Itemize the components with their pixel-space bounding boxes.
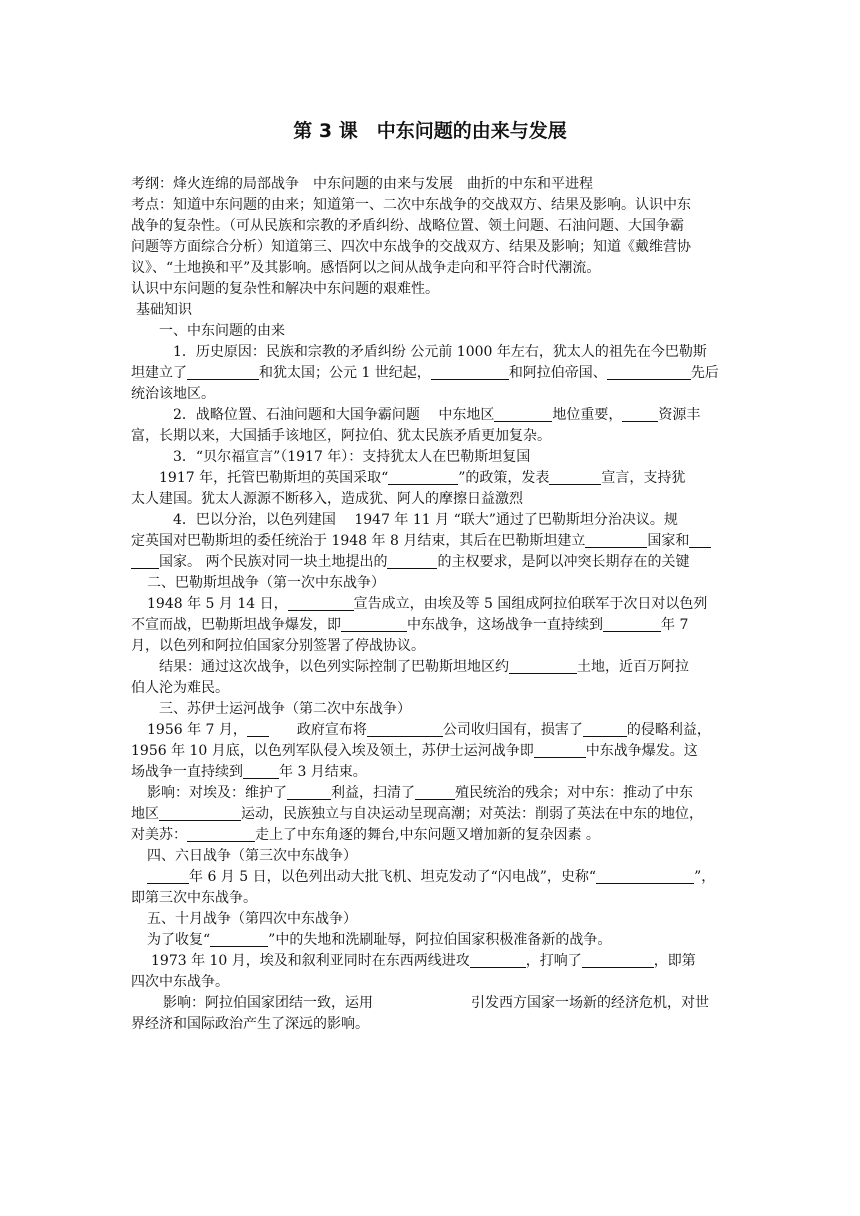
text-segment: 国家。 两个民族对同一块土地提出的 — [159, 554, 388, 570]
fill-in-blank[interactable] — [585, 532, 647, 548]
text-segment: ”中的失地和洗刷耻辱，阿拉伯国家积极准备新的战争。 — [268, 932, 612, 948]
text-line — [131, 237, 731, 258]
text-line — [131, 825, 731, 846]
text-segment: 4．巴以分治，以色列建国 1947 年 11 月 “联大”通过了巴勒斯坦分治决议。规 — [159, 512, 678, 528]
fill-in-blank[interactable] — [367, 721, 443, 737]
text-segment: 年 3 月结束。 — [279, 764, 367, 780]
text-segment: 太人建国。犹太人源源不断移入，造成犹、阿人的摩擦日益激烈 — [131, 491, 523, 507]
lesson-title: 第 3 课 中东问题的由来与发展 — [293, 120, 567, 142]
text-segment: 政府宣布将 — [296, 722, 367, 738]
text-segment: ”， — [694, 869, 716, 885]
text-line — [131, 909, 731, 930]
text-line — [131, 321, 731, 342]
text-segment: 议》、“土地换和平”及其影响。感悟阿以之间从战争走向和平符合时代潮流。 — [131, 260, 601, 276]
text-segment: 国家和 — [647, 533, 690, 549]
fill-in-blank[interactable] — [288, 595, 354, 611]
text-segment: 和犹太国；公元 1 世纪起， — [259, 365, 431, 381]
text-line — [131, 678, 731, 699]
text-line — [131, 531, 731, 552]
text-line — [131, 783, 731, 804]
text-segment: 1973 年 10 月，埃及和叙利亚同时在东西两线进攻 — [151, 953, 470, 969]
text-segment: 2．战略位置、石油问题和大国争霸问题 中东地区 — [159, 407, 495, 423]
fill-in-blank[interactable] — [131, 553, 159, 569]
text-line — [131, 930, 731, 951]
text-line — [131, 489, 731, 510]
fill-in-blank[interactable] — [388, 469, 458, 485]
fill-in-blank[interactable] — [549, 469, 601, 485]
text-line — [131, 867, 731, 888]
fill-in-blank[interactable] — [689, 532, 711, 548]
text-line — [131, 468, 731, 489]
text-segment: 影响：阿拉伯国家团结一致，运用 — [163, 995, 373, 1011]
fill-in-blank[interactable] — [622, 406, 658, 422]
text-segment: 的主权要求，是阿以冲突长期存在的关键 — [437, 554, 690, 570]
text-segment: 先后 — [690, 365, 719, 381]
fill-in-blank[interactable] — [607, 364, 691, 380]
text-segment: 认识中东问题的复杂性和解决中东问题的艰难性。 — [131, 281, 439, 297]
text-segment: ，打响了 — [525, 953, 582, 969]
text-segment: 和阿拉伯帝国、 — [508, 365, 607, 381]
text-segment: 1956 年 10 月底，以色列军队侵入埃及领土，苏伊士运河战争即 — [131, 743, 534, 759]
text-line — [131, 993, 731, 1014]
text-segment: 考点：知道中东问题的由来；知道第一、二次中东战争的交战双方、结果及影响。认识中东 — [131, 197, 691, 213]
text-segment: 宣言，支持犹 — [601, 470, 686, 486]
text-segment: 年 7 — [661, 617, 689, 633]
text-segment: 即第三次中东战争。 — [131, 890, 257, 906]
text-line — [131, 426, 731, 447]
text-segment: 利益，扫清了 — [331, 785, 415, 801]
text-line — [131, 552, 731, 573]
fill-in-blank[interactable] — [210, 931, 268, 947]
text-segment: 1917 年，托管巴勒斯坦的英国采取“ — [159, 470, 389, 486]
text-segment: 影响：对埃及：维护了 — [147, 785, 287, 801]
fill-in-blank[interactable] — [470, 952, 526, 968]
text-segment: 1．历史原因：民族和宗教的矛盾纠纷 公元前 1000 年左右，犹太人的祖先在今巴勒斯 — [159, 344, 707, 360]
text-segment: ，即第 — [653, 953, 696, 969]
fill-in-blank[interactable] — [159, 805, 241, 821]
text-segment: 宣告成立，由埃及等 5 国组成阿拉伯联军于次日对以色列 — [353, 596, 708, 612]
text-segment: 问题等方面综合分析）知道第三、四次中东战争的交战双方、结果及影响；知道《戴维营协 — [131, 239, 691, 255]
text-segment: 五、十月战争（第四次中东战争） — [147, 911, 357, 927]
text-line — [131, 657, 731, 678]
text-line — [131, 1014, 731, 1035]
text-line — [131, 741, 731, 762]
text-line — [131, 972, 731, 993]
text-segment: 对美苏： — [131, 827, 187, 843]
text-line — [131, 594, 731, 615]
text-line — [131, 279, 731, 300]
text-segment: 二、巴勒斯坦战争（第一次中东战争） — [147, 575, 385, 591]
text-segment: 1956 年 7 月， — [147, 722, 247, 738]
text-segment: 殖民统治的残余；对中东：推动了中东 — [455, 785, 693, 801]
text-segment: 月，以色列和阿拉伯国家分别签署了停战协议。 — [131, 638, 425, 654]
text-line — [131, 888, 731, 909]
text-line — [131, 846, 731, 867]
text-line — [131, 384, 731, 405]
text-segment: 坦建立了 — [131, 365, 187, 381]
fill-in-blank[interactable] — [187, 364, 259, 380]
fill-in-blank[interactable] — [534, 742, 586, 758]
text-segment: 富，长期以来，大国插手该地区，阿拉伯、犹太民族矛盾更加复杂。 — [131, 428, 551, 444]
text-segment: 引发西方国家一场新的经济危机，对世 — [471, 995, 709, 1011]
text-line — [131, 195, 731, 216]
text-line — [131, 573, 731, 594]
text-segment: 结果：通过这次战争，以色列实际控制了巴勒斯坦地区约 — [159, 659, 509, 675]
text-segment: 战争的复杂性。（可从民族和宗教的矛盾纠纷、战略位置、领土问题、石油问题、大国争霸 — [131, 218, 684, 234]
text-line — [131, 699, 731, 720]
text-segment: 走上了中东角逐的舞台,中东问题又增加新的复杂因素 。 — [255, 827, 600, 843]
text-segment: 三、苏伊士运河战争（第二次中东战争） — [159, 701, 411, 717]
text-line — [131, 342, 731, 363]
text-segment: 考纲：烽火连绵的局部战争 中东问题的由来与发展 曲折的中东和平进程 — [131, 176, 593, 192]
text-segment: 伯人沦为难民。 — [131, 680, 229, 696]
text-line — [131, 762, 731, 783]
text-segment: 土地，近百万阿拉 — [577, 659, 689, 675]
fill-in-blank[interactable] — [247, 721, 269, 737]
document-body — [131, 174, 731, 1035]
text-line — [131, 300, 731, 321]
text-segment: 中东战争爆发。这 — [585, 743, 698, 759]
text-segment: 年 6 月 5 日，以色列出动大批飞机、坦克发动了“闪电战”，史称“ — [189, 869, 597, 885]
text-segment: 基础知识 — [136, 302, 192, 318]
fill-in-blank[interactable] — [596, 868, 694, 884]
text-line — [131, 804, 731, 825]
text-segment: 中东战争，这场战争一直持续到 — [407, 617, 603, 633]
fill-in-blank[interactable] — [603, 616, 661, 632]
text-segment: 四、六日战争（第三次中东战争） — [147, 848, 357, 864]
fill-in-blank[interactable] — [147, 868, 189, 884]
text-line — [131, 636, 731, 657]
fill-in-blank[interactable] — [387, 553, 437, 569]
fill-in-blank[interactable] — [415, 784, 455, 800]
fill-in-blank[interactable] — [243, 763, 279, 779]
fill-in-blank[interactable] — [494, 406, 552, 422]
text-segment: 地区 — [131, 806, 159, 822]
text-line — [131, 720, 731, 741]
text-segment: 公司收归国有，损害了 — [442, 722, 583, 738]
fill-in-blank[interactable] — [431, 364, 509, 380]
text-segment: 四次中东战争。 — [131, 974, 229, 990]
text-line — [131, 951, 731, 972]
text-segment: 的侵略利益， — [626, 722, 711, 738]
text-segment: 运动，民族独立与自决运动呈现高潮；对英法：削弱了英法在中东的地位， — [241, 806, 703, 822]
text-segment: 界经济和国际政治产生了深远的影响。 — [131, 1016, 369, 1032]
fill-in-blank[interactable] — [341, 616, 407, 632]
text-line — [131, 216, 731, 237]
fill-in-blank[interactable] — [583, 721, 627, 737]
text-line — [131, 405, 731, 426]
text-segment: 1948 年 5 月 14 日， — [147, 596, 288, 612]
text-segment: 3．“贝尔福宣言”（1917 年）：支持犹太人在巴勒斯坦复国 — [159, 449, 531, 465]
text-line — [131, 615, 731, 636]
text-line — [131, 363, 731, 384]
text-line — [131, 447, 731, 468]
text-line — [131, 510, 731, 531]
text-segment: 一、中东问题的由来 — [159, 323, 285, 339]
text-segment: 定英国对巴勒斯坦的委任统治于 1948 年 8 月结束，其后在巴勒斯坦建立 — [131, 533, 586, 549]
text-line — [131, 174, 731, 195]
text-segment: 统治该地区。 — [131, 386, 215, 402]
fill-in-blank[interactable] — [287, 784, 331, 800]
text-segment: 不宣而战，巴勒斯坦战争爆发，即 — [131, 617, 341, 633]
text-segment: ”的政策，发表 — [458, 470, 550, 486]
fill-in-blank[interactable] — [509, 658, 577, 674]
text-segment: 为了收复“ — [147, 932, 211, 948]
text-segment: 地位重要， — [552, 407, 623, 423]
fill-in-blank[interactable] — [187, 826, 255, 842]
text-segment: 场战争一直持续到 — [131, 764, 243, 780]
fill-in-blank[interactable] — [582, 952, 654, 968]
text-segment: 资源丰 — [658, 407, 701, 423]
text-line — [131, 258, 731, 279]
